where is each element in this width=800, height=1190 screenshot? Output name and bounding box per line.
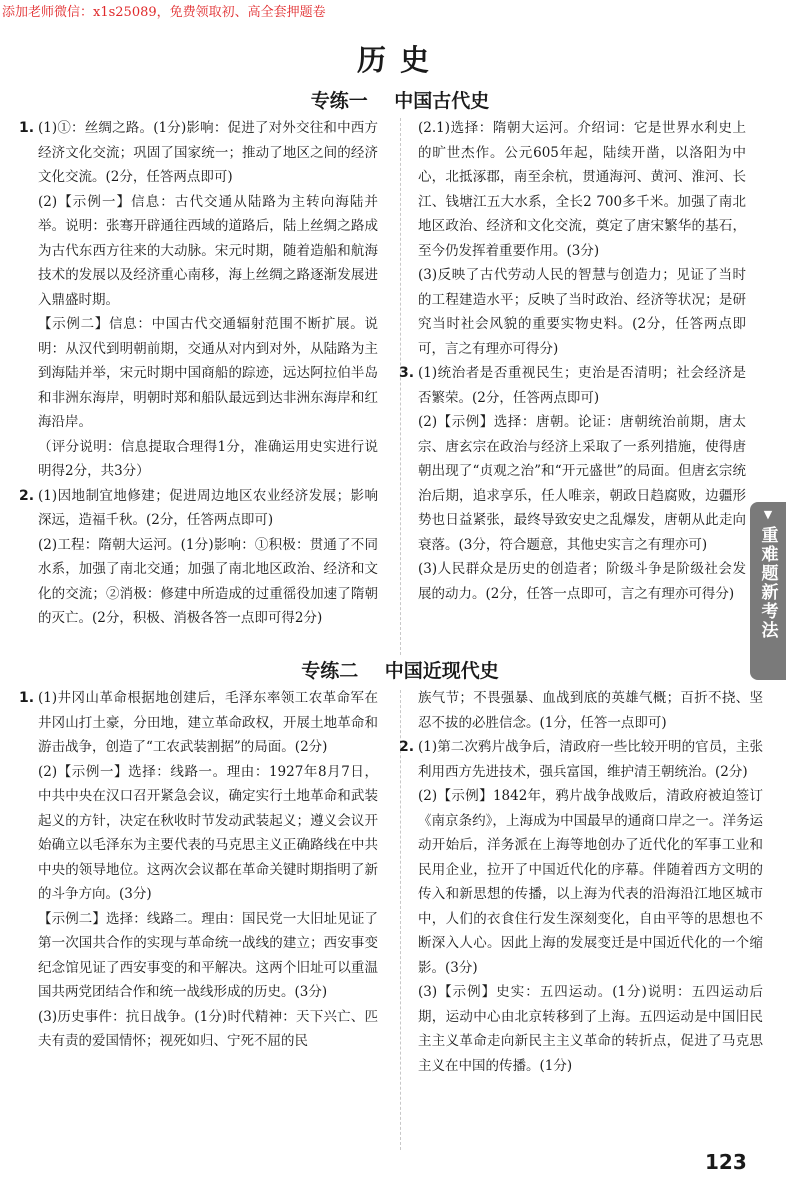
answer-paragraph: 【示例二】信息：中国古代交通辐射范围不断扩展。说明：从汉代到明朝前期，交通从对内到对外，从陆路为主到海陆并举，宋元时期中国商船的踪迹，远达阿拉伯半岛和非洲东海岸，明朝时郑和船队最远到达非洲东海岸和红海沿岸。: [38, 316, 378, 430]
answer-paragraph: 族气节；不畏强暴、血战到底的英雄气概；百折不挠、坚忍不拔的必胜信念。(1分，任答一点即可): [418, 690, 763, 731]
section-1-right-column: [399, 116, 746, 606]
question-number: 3.: [399, 365, 415, 381]
answer-paragraph: (2)【示例一】信息：古代交通从陆路为主转向海陆并举。说明：张骞开辟通往西域的道路后，陆上丝绸之路成为古代东西方往来的大动脉。宋元时期，随着造船和航海技术的发展以及经济重心南移，海上丝绸之路逐渐发展进入鼎盛时期。: [38, 193, 378, 308]
question-number: 1.: [19, 120, 35, 136]
answer-paragraph: (3)历史事件：抗日战争。(1分)时代精神：天下兴亡、匹夫有责的爱国情怀；视死如归、宁死不屈的民: [38, 1008, 378, 1049]
answer-paragraph: (3)【示例】史实：五四运动。(1分)说明：五四运动后期，运动中心由北京转移到了上海。五四运动是中国旧民主主义革命走向新民主主义革命的转折点，促进了马克思主义在中国的传播。(1分): [418, 984, 763, 1074]
answer-paragraph: (1)因地制宜地修建；促进周边地区农业经济发展；影响深远，造福千秋。(2分，任答两点即可): [38, 487, 378, 528]
section-1-left-column: [19, 116, 378, 631]
chapter-side-tab: [750, 502, 786, 680]
answer-item: [399, 735, 763, 1078]
answer-paragraph: (1)第二次鸦片战争后，清政府一些比较开明的官员，主张利用西方先进技术，强兵富国，维护清王朝统治。(2分): [418, 739, 763, 780]
page-number: 123: [705, 1150, 747, 1174]
answer-paragraph: (1)井冈山革命根据地创建后，毛泽东率领工农革命军在井冈山打土豪，分田地，建立革命政权，开展土地革命和游击战争，创造了“工农武装割据”的局面。(2分): [38, 690, 378, 755]
question-number: 2.: [399, 739, 415, 755]
answer-paragraph: (3)人民群众是历史的创造者；阶级斗争是阶级社会发展的动力。(2分，任答一点即可，言之有理亦可得分): [418, 561, 746, 602]
answer-paragraph: 【示例二】选择：线路二。理由：国民党一大旧址见证了第一次国共合作的实现与革命统一战线的建立；西安事变纪念馆见证了西安事变的和平解决。这两个旧址可以重温国共两党团结合作和统一战线形成的历史。(3分): [38, 910, 378, 1000]
answer-item: [19, 686, 378, 1054]
page-title: 历史: [356, 43, 443, 77]
answer-paragraph: (2.1)选择：隋朝大运河。介绍词：它是世界水利史上的旷世杰作。公元605年起，陆续开凿，以洛阳为中心，北抵涿郡，南至余杭，贯通海河、黄河、淮河、长江、钱塘江五大水系，全长2 700多千米。加强了南北地区政治、经济和文化交流，奠定了唐宋繁华的基石，至今仍发挥着重要作用。(3分): [418, 120, 746, 259]
answer-item: [19, 116, 378, 484]
answer-paragraph: (3)反映了古代劳动人民的智慧与创造力；见证了当时的工程建造水平；反映了当时政治、经济等状况；是研究当时社会风貌的重要实物史料。(2分，任答两点即可，言之有理亦可得分): [418, 267, 746, 357]
answer-paragraph: (2)【示例】选择：唐朝。论证：唐朝统治前期，唐太宗、唐玄宗在政治与经济上采取了一系列措施，使得唐朝出现了“贞观之治”和“开元盛世”的局面。但唐玄宗统治后期，追求享乐，任人唯亲，朝政日趋腐败，边疆形势也日益紧张，最终导致安史之乱爆发，唐朝从此走向衰落。(3分，符合题意，其他史实言之有理亦可): [418, 414, 746, 553]
question-number: 1.: [19, 690, 35, 706]
watermark-text: 添加老师微信：x1s25089，免费领取初、高全套押题卷: [2, 5, 326, 20]
answer-paragraph: （评分说明：信息提取合理得1分，准确运用史实进行说明得2分，共3分）: [38, 438, 378, 479]
column-divider: [400, 118, 401, 655]
section-2-left-column: [19, 686, 378, 1054]
answer-paragraph: (1)①：丝绸之路。(1分)影响：促进了对外交往和中西方经济文化交流；巩固了国家统一；推动了地区之间的经济文化交流。(2分，任答两点即可): [38, 120, 378, 185]
answer-item: [19, 484, 378, 631]
answer-item: [399, 361, 746, 606]
tab-arrow-icon: ▼: [763, 508, 773, 521]
section-heading-modern: 专练二 中国近现代史: [301, 660, 499, 682]
answer-paragraph: (2)【示例】1842年，鸦片战争战败后，清政府被迫签订《南京条约》，上海成为中国最早的通商口岸之一。洋务运动开始后，洋务派在上海等地创办了近代化的军事工业和民用企业，拉开了中国近代化的序幕。伴随着西方文明的传入和新思想的传播，以上海为代表的沿海沿江地区城市中，人们的衣食住行发生深刻变化，自由平等的思想也不断深入人心。因此上海的发展变迁是中国近代化的一个缩影。(3分): [418, 788, 763, 976]
side-tab-label: 重难题新考法: [757, 526, 778, 640]
answer-paragraph: (2)【示例一】选择：线路一。理由：1927年8月7日，中共中央在汉口召开紧急会议，确定实行土地革命和武装起义的方针，决定在秋收时节发动武装起义；遵义会议开始确立以毛泽东为主要代表的马克思主义正确路线在中共中央的领导地位。这两次会议都在革命关键时期指明了新的斗争方向。(3分): [38, 763, 378, 902]
section-2-right-column: [399, 686, 763, 1078]
answer-item: [418, 686, 763, 735]
answer-paragraph: (2)工程：隋朝大运河。(1分)影响：①积极：贯通了不同水系，加强了南北交通；加强了南北地区政治、经济和文化的交流；②消极：修建中所造成的过重徭役加速了隋朝的灭亡。(2分，积极、消极各答一点即可得2分): [38, 536, 378, 626]
question-number: 2.: [19, 487, 35, 504]
answer-item: [418, 116, 746, 361]
answer-paragraph: (1)统治者是否重视民生；吏治是否清明；社会经济是否繁荣。(2分，任答两点即可): [418, 365, 746, 406]
section-heading-ancient: 专练一 中国古代史: [310, 90, 490, 112]
